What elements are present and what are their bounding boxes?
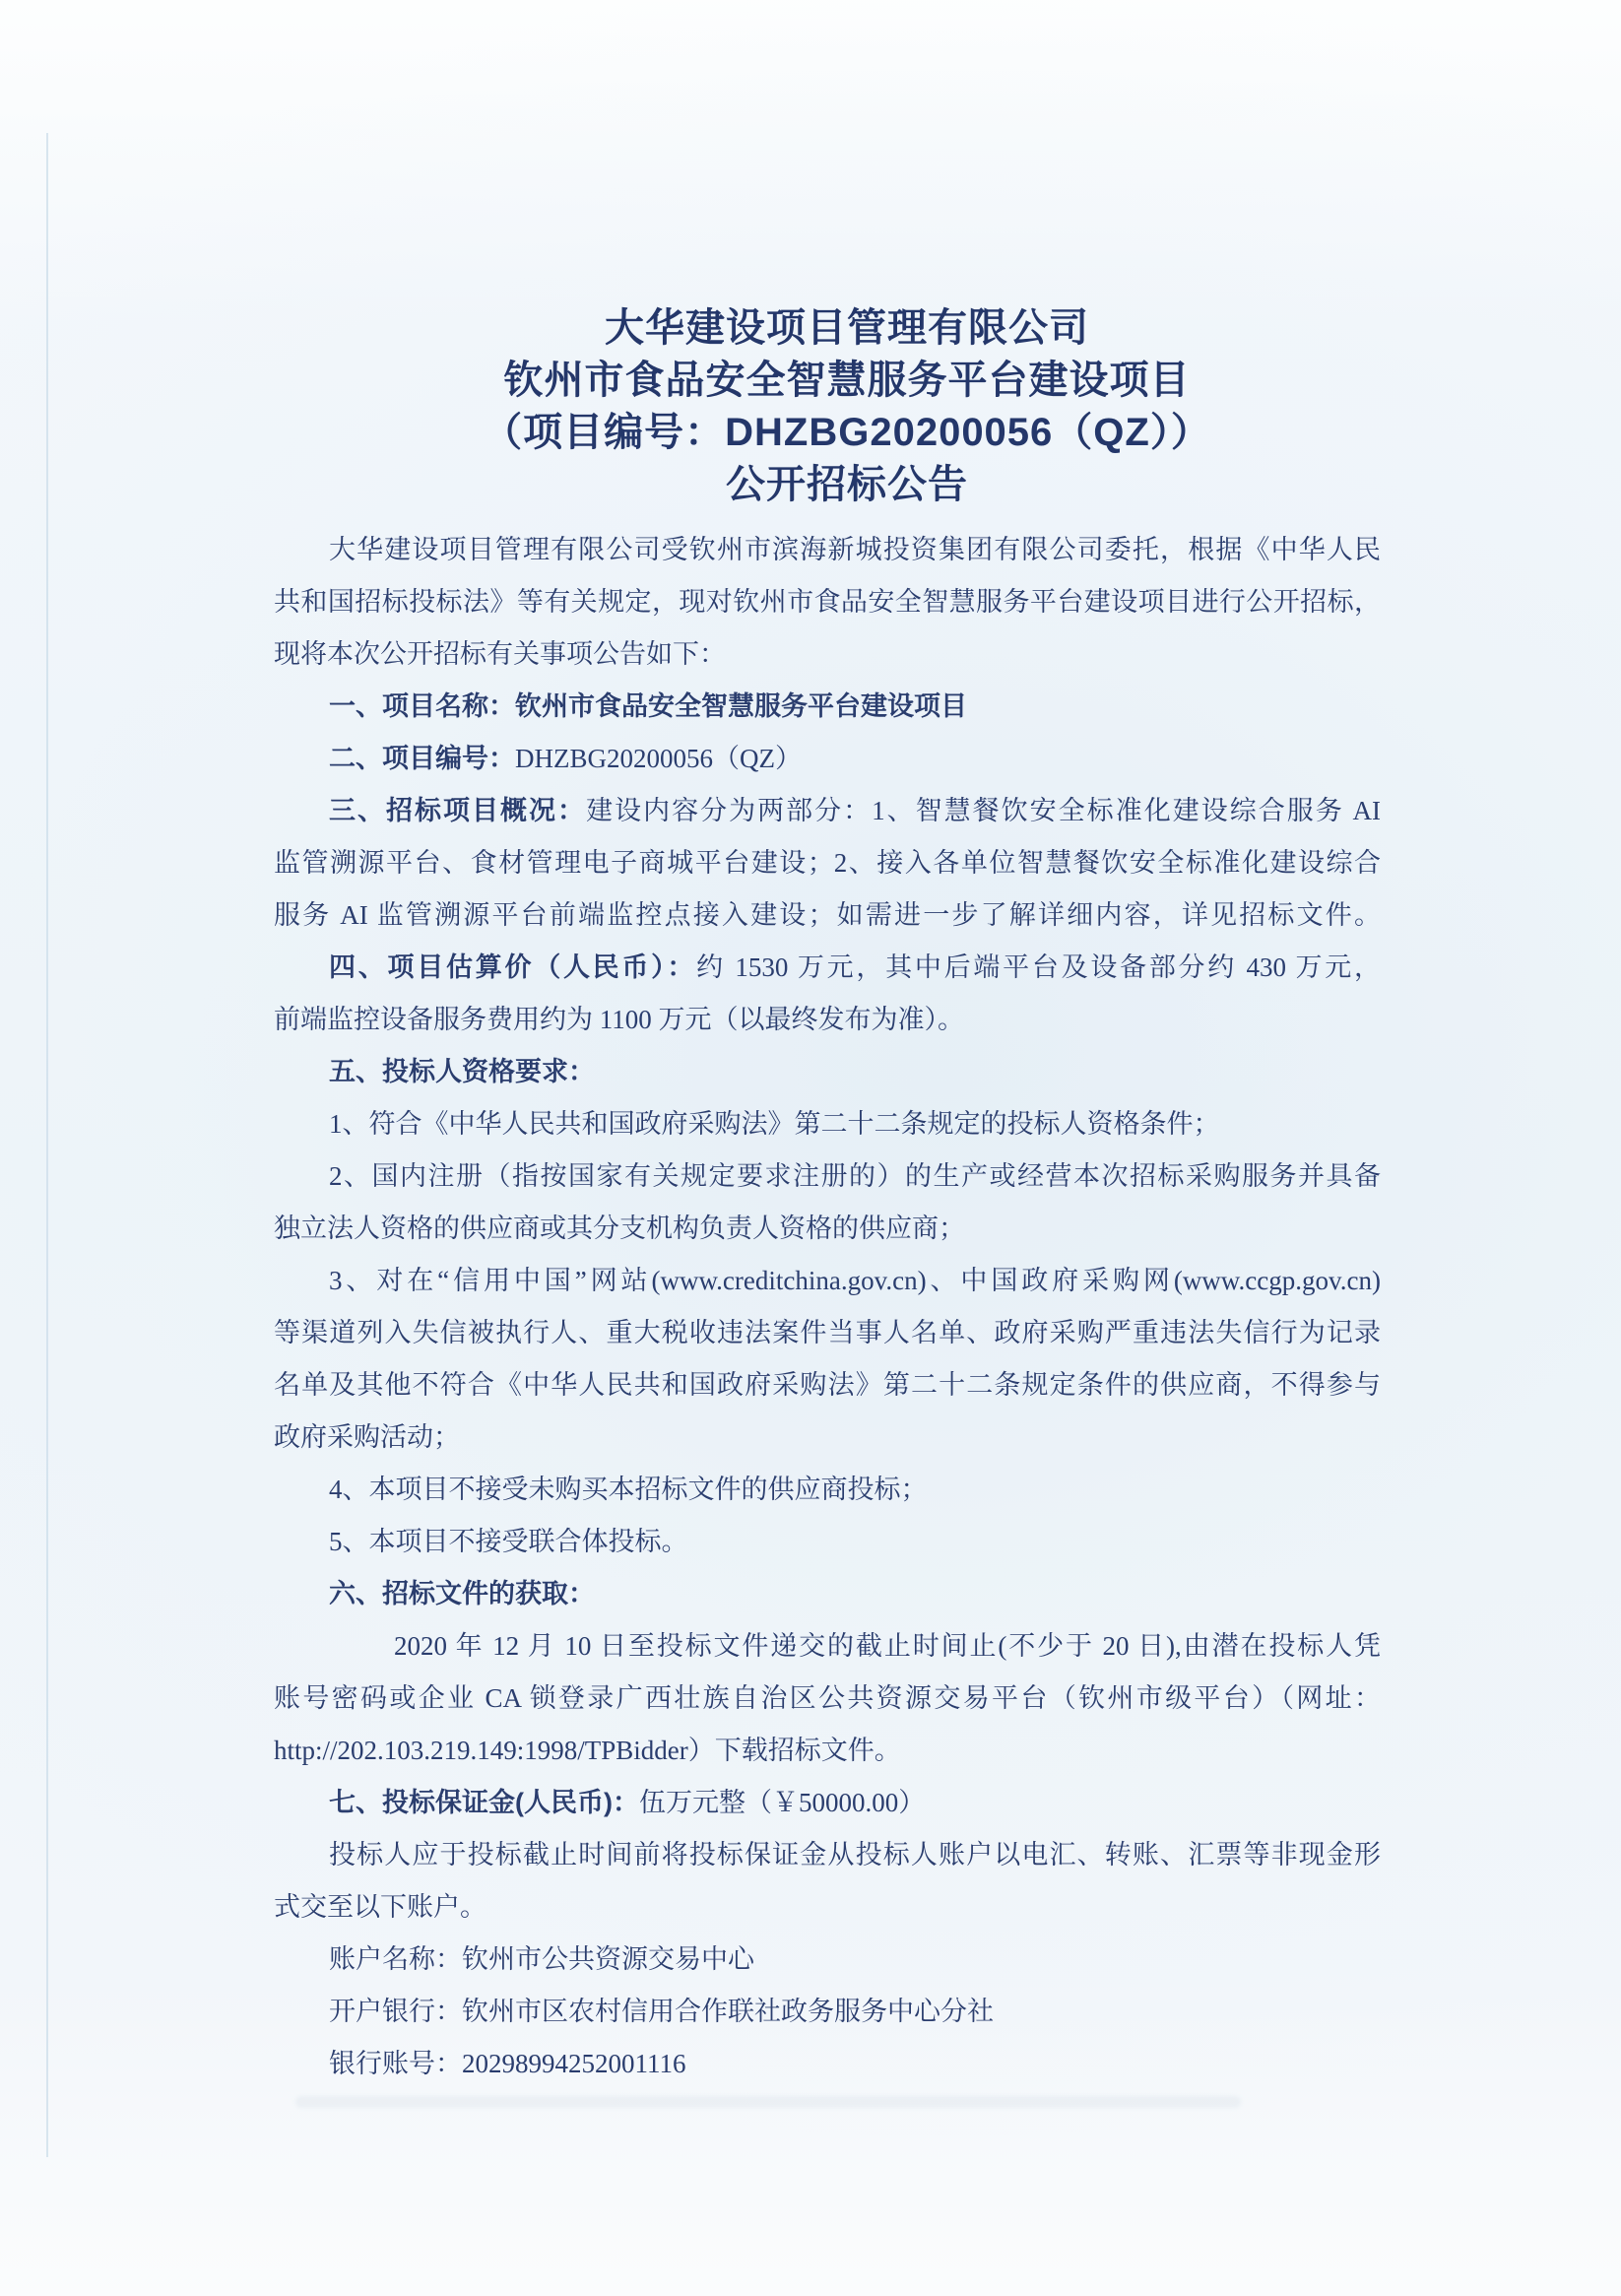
- title-company-name: 大华建设项目管理有限公司: [605, 306, 1089, 350]
- doc-line: 等渠道列入失信被执行人、重大税收违法案件当事人名单、政府采购严重违法失信行为记录: [274, 1318, 1381, 1347]
- doc-line-download-url: http://202.103.219.149:1998/TPBidder）下载招标文件。: [274, 1736, 901, 1765]
- doc-line: 前端监控设备服务费用约为 1100 万元（以最终发布为准）。: [274, 1005, 964, 1034]
- doc-line: 政府采购活动；: [274, 1422, 460, 1452]
- scan-smudge-artifact: [295, 2096, 1241, 2108]
- doc-line: 服务 AI 监管溯源平台前端监控点接入建设；如需进一步了解详细内容，详见招标文件。: [274, 900, 1381, 930]
- doc-section-7-bid-bond: 七、投标保证金(人民币)：伍万元整（￥50000.00）: [329, 1788, 926, 1817]
- doc-line: 账号密码或企业 CA 锁登录广西壮族自治区公共资源交易平台（钦州市级平台）（网址：: [274, 1683, 1381, 1713]
- doc-line: 4、本项目不接受未购买本招标文件的供应商投标；: [329, 1475, 928, 1504]
- doc-line: 共和国招标投标法》等有关规定，现对钦州市食品安全智慧服务平台建设项目进行公开招标，: [274, 587, 1381, 617]
- doc-line-account-name: 账户名称：钦州市公共资源交易中心: [329, 1944, 754, 1974]
- doc-line: 独立法人资格的供应商或其分支机构负责人资格的供应商；: [274, 1214, 965, 1243]
- doc-line: 1、符合《中华人民共和国政府采购法》第二十二条规定的投标人资格条件；: [329, 1109, 1220, 1139]
- doc-section-6-obtain-docs: 六、招标文件的获取：: [329, 1579, 595, 1608]
- title-project-number: （项目编号：DHZBG20200056（QZ））: [483, 411, 1211, 454]
- doc-line: 监管溯源平台、食材管理电子商城平台建设；2、接入各单位智慧餐饮安全标准化建设综合: [274, 848, 1381, 878]
- doc-line: 式交至以下账户。: [274, 1892, 486, 1922]
- doc-section-5-qualifications: 五、投标人资格要求：: [329, 1057, 595, 1086]
- doc-line-bank-account-number: 银行账号：20298994252001116: [329, 2049, 686, 2078]
- doc-line: 2020 年 12 月 10 日至投标文件递交的截止时间止(不少于 20 日),由潜在投标人凭: [394, 1631, 1381, 1661]
- doc-section-4-estimate: 四、项目估算价（人民币）：约 1530 万元，其中后端平台及设备部分约 430 万元，: [329, 952, 1382, 982]
- document-body: [274, 524, 1381, 2090]
- doc-line: 大华建设项目管理有限公司受钦州市滨海新城投资集团有限公司委托，根据《中华人民: [329, 535, 1381, 564]
- doc-line: 投标人应于投标截止时间前将投标保证金从投标人账户以电汇、转账、汇票等非现金形: [329, 1840, 1381, 1870]
- doc-line: 现将本次公开招标有关事项公告如下：: [274, 639, 726, 669]
- scan-streak-artifact: [46, 133, 48, 2157]
- title-announcement-type: 公开招标公告: [726, 463, 968, 506]
- doc-section-3-overview: 三、招标项目概况：建设内容分为两部分：1、智慧餐饮安全标准化建设综合服务 AI: [329, 796, 1381, 825]
- title-project-name: 钦州市食品安全智慧服务平台建设项目: [503, 359, 1191, 402]
- document-content: [274, 302, 1381, 2090]
- doc-line-bank-name: 开户银行：钦州市区农村信用合作联社政务服务中心分社: [329, 1997, 994, 2026]
- document-title-block: [274, 302, 1381, 511]
- doc-line: 名单及其他不符合《中华人民共和国政府采购法》第二十二条规定条件的供应商，不得参与: [274, 1370, 1381, 1400]
- doc-line: 5、本项目不接受联合体投标。: [329, 1527, 688, 1556]
- doc-section-1-name: 一、项目名称：钦州市食品安全智慧服务平台建设项目: [329, 691, 967, 721]
- doc-line: 3、对在“信用中国”网站(www.creditchina.gov.cn)、中国政府采购网(www.ccgp.gov.cn): [329, 1266, 1381, 1295]
- doc-line: 2、国内注册（指按国家有关规定要求注册的）的生产或经营本次招标采购服务并具备: [329, 1161, 1381, 1191]
- doc-section-2-number: 二、项目编号：DHZBG20200056（QZ）: [329, 744, 802, 773]
